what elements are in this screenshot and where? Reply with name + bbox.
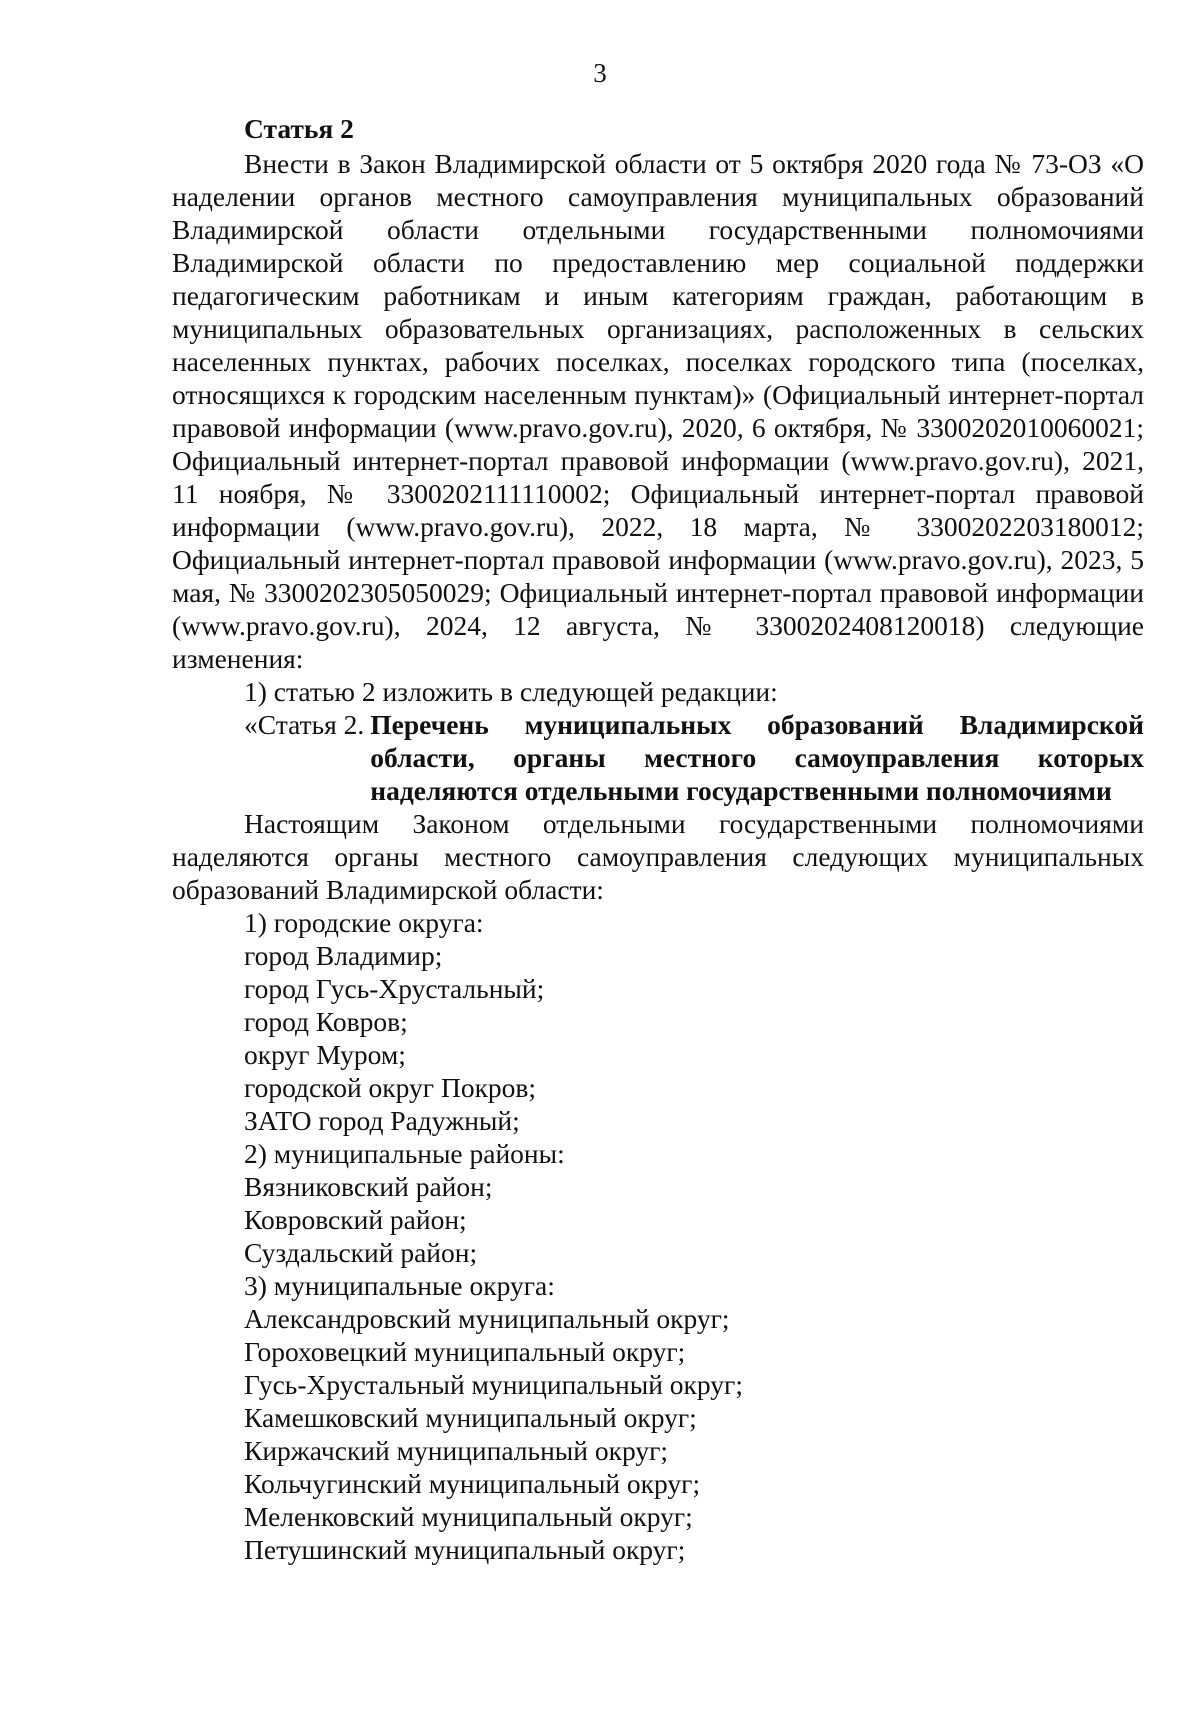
list-item: Александровский муниципальный округ; xyxy=(244,1303,730,1334)
list-item: Гусь-Хрустальный муниципальный округ; xyxy=(244,1369,743,1400)
list-item: Камешковский муниципальный округ; xyxy=(244,1402,697,1433)
list-item: 3) муниципальные округа: xyxy=(244,1270,555,1301)
list-item: Гороховецкий муниципальный округ; xyxy=(244,1336,686,1367)
list-item: 2) муниципальные районы: xyxy=(244,1138,565,1169)
list-item: город Владимир; xyxy=(244,940,443,971)
list-item: ЗАТО город Радужный; xyxy=(244,1105,520,1136)
new-article-heading: Перечень муниципальных образований Владимирской области, органы местного самоуправления которых наделяются отдельными государственными полномочиями xyxy=(370,709,1144,806)
list-item: Кольчугинский муниципальный округ; xyxy=(244,1468,701,1499)
article-heading: Статья 2 xyxy=(244,113,354,144)
list-item: Суздальский район; xyxy=(244,1237,478,1268)
change-item-1: 1) статью 2 изложить в следующей редакции: xyxy=(244,676,778,707)
list-item: Ковровский район; xyxy=(244,1204,467,1235)
page-number: 3 xyxy=(593,58,607,88)
list-item: Вязниковский район; xyxy=(244,1171,493,1202)
list-item: город Гусь-Хрустальный; xyxy=(244,973,545,1004)
list-item: округ Муром; xyxy=(244,1039,406,1070)
body-paragraph: Настоящим Законом отдельными государственными полномочиями наделяются органы местного самоуправления следующих муниципальных образований Владимирской области: xyxy=(172,808,1144,905)
list-item: городской округ Покров; xyxy=(244,1072,537,1103)
new-article-title xyxy=(172,708,1144,807)
list-item: Петушинский муниципальный округ; xyxy=(244,1534,686,1565)
list-item: город Ковров; xyxy=(244,1006,408,1037)
list-item: Меленковский муниципальный округ; xyxy=(244,1501,693,1532)
intro-paragraph: Внести в Закон Владимирской области от 5 октября 2020 года № 73-ОЗ «О наделении органов местного самоуправления муниципальных образований Владимирской области отдельными государственными полномочиями Владимирской области по предоставлению мер социальной поддержки педагогическим работникам и иным категориям граждан, работающим в муниципальных образовательных организациях, расположенных в сельских населенных пунктах, рабочих поселках, поселках городского типа (поселках, относящихся к городским населенным пунктам)» (Официальный интернет-портал правовой информации (www.pravo.gov.ru), 2020, 6 октября, № 3300202010060021; Официальный интернет-портал правовой информации (www.pravo.gov.ru), 2021, 11 ноября, № 3300202111110002; Официальный интернет-портал правовой информации (www.pravo.gov.ru), 2022, 18 марта, № 3300202203180012; Официальный интернет-портал правовой информации (www.pravo.gov.ru), 2023, 5 мая, № 3300202305050029; Официальный интернет-портал правовой информации (www.pravo.gov.ru), 2024, 12 августа, № 3300202408120018) следующие изменения: xyxy=(172,148,1144,674)
municipality-list xyxy=(172,906,1144,1566)
list-item: 1) городские округа: xyxy=(244,907,484,938)
new-article-lead: «Статья 2. xyxy=(244,709,365,740)
document-body xyxy=(172,112,1144,1566)
list-item: Киржачский муниципальный округ; xyxy=(244,1435,669,1466)
